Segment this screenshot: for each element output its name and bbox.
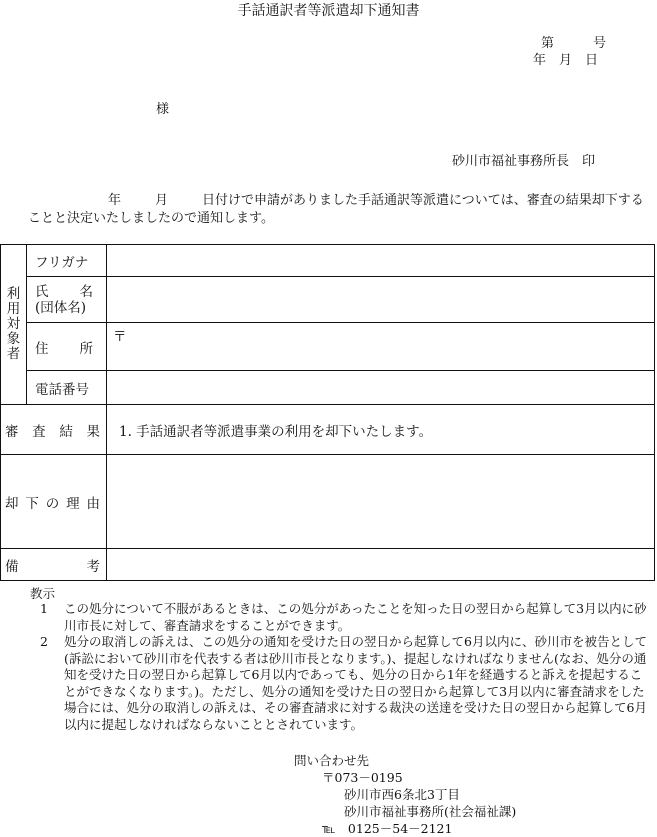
instruction-item: 1 この処分について不服があるときは、この処分があったことを知った日の翌日から起算して3月以内に砂川市長に対して、審査請求をすることができます。	[40, 601, 647, 633]
body-text: 日付けで申請がありました手話通訳等派遣については、審査の結果却下することと決定いたしましたので通知します。	[28, 193, 644, 226]
contact-address: 砂川市西6条北3丁目	[344, 787, 460, 802]
contact-heading: 問い合わせ先	[294, 753, 370, 768]
contact-phone: ℡ 0125－54－2121	[322, 821, 453, 836]
name-label: 氏 名 (団体名)	[27, 277, 107, 323]
furigana-field[interactable]	[107, 245, 655, 277]
application-form-table	[0, 244, 655, 581]
instruction-item: 2 処分の取消しの訴えは、この処分の通知を受けた日の翌日から起算して6月以内に、砂川市を被告として(訴訟において砂川市を代表する者は砂川市長となります。)、提起しなければなりません(なお、処分の通知を受けた日の翌日から起算して6月以内であっても、処分の日から1年を経過すると訴えを提起することができなくなります。)。ただし、処分の通知を受けた日の翌日から起算して3月以内に審査請求をした場合には、処分の取消しの訴えは、その審査請求に対する裁決の送達を受けた日の翌日から起算して6月以内に提起しなければならないこととされています。	[40, 634, 647, 732]
name-field[interactable]	[107, 277, 655, 323]
instructions-heading: 教示	[30, 586, 56, 601]
remarks-field[interactable]	[107, 549, 655, 581]
remarks-label: 備 考	[1, 549, 107, 581]
issuer: 砂川市福祉事務所長 印	[452, 154, 596, 169]
document-date: 年 月 日	[533, 53, 599, 68]
contact-office: 砂川市福祉事務所(社会福祉課)	[344, 804, 517, 819]
phone-field[interactable]	[107, 371, 655, 405]
contact-postal: 〒073－0195	[322, 770, 403, 785]
furigana-label: フリガナ	[27, 245, 107, 277]
document-number: 第 号	[541, 36, 607, 51]
postal-mark: 〒	[113, 329, 127, 345]
body-month: 月	[155, 193, 169, 208]
address-field[interactable]	[107, 323, 655, 371]
rejection-reason-field[interactable]	[107, 455, 655, 549]
notice-paragraph	[28, 192, 656, 228]
contact-block	[294, 752, 516, 837]
rejection-reason-label: 却 下 の 理 由	[1, 455, 107, 549]
review-result-label: 審 査 結 果	[1, 405, 107, 455]
address-label: 住 所	[27, 323, 107, 371]
review-result-value: 1. 手話通訳者等派遣事業の利用を却下いたします。	[107, 405, 655, 455]
document-title: 手話通訳者等派遣却下通知書	[237, 3, 420, 19]
target-person-side-label: 利 用 対 象 者	[1, 245, 27, 405]
body-year: 年	[108, 193, 122, 208]
addressee: 様	[156, 102, 170, 117]
phone-label: 電話番号	[27, 371, 107, 405]
